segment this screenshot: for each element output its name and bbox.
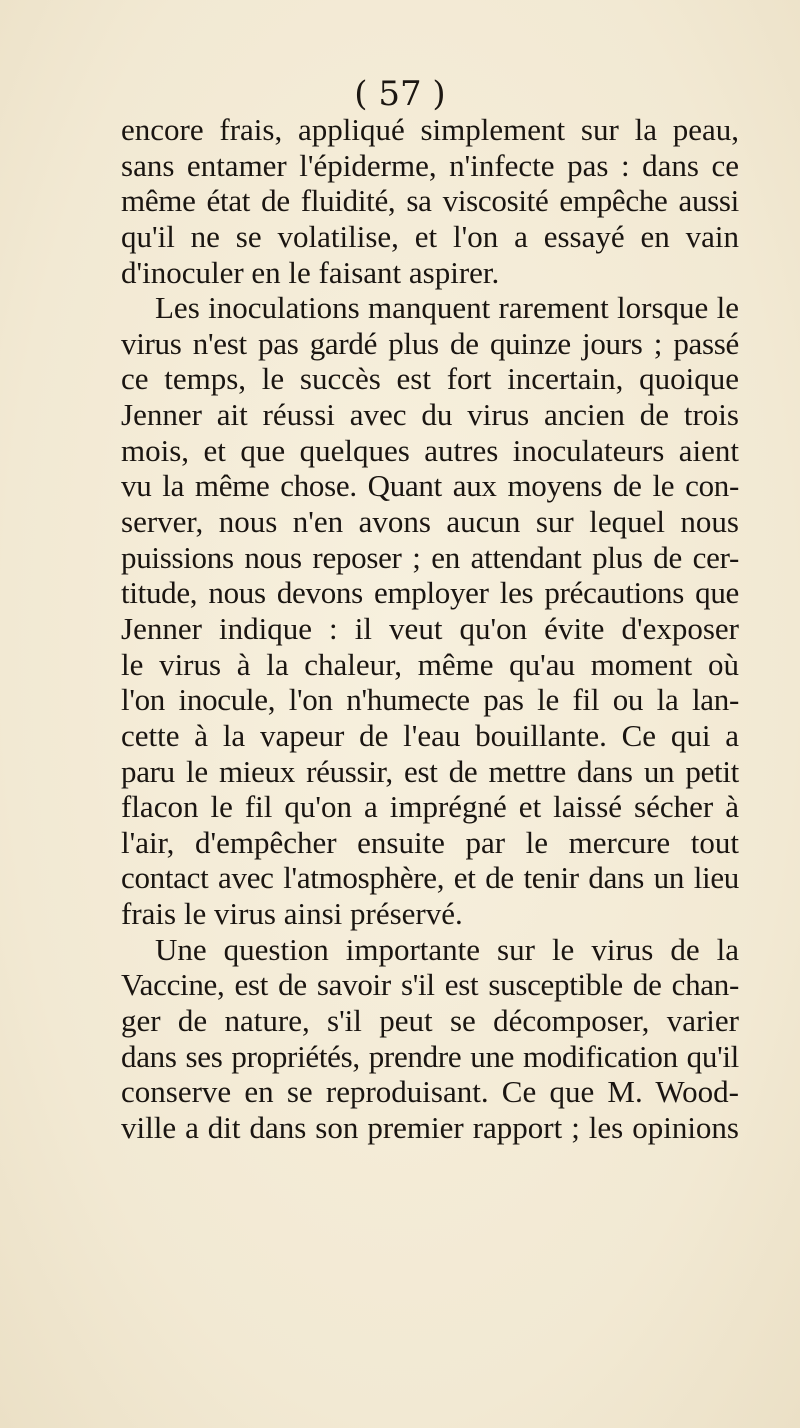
- text-line: Jenner indique : il veut qu'on évite d'exposer: [121, 610, 739, 646]
- text-line: conserve en se reproduisant. Ce que M. Wood-: [121, 1074, 739, 1110]
- text-line: sans entamer l'épiderme, n'infecte pas : dans ce: [121, 147, 739, 183]
- text-line: même état de fluidité, sa viscosité empêche aussi: [121, 183, 739, 219]
- text-line: ce temps, le succès est fort incertain, quoique: [121, 361, 739, 397]
- text-line: titude, nous devons employer les précautions que: [121, 575, 739, 611]
- paragraph-start-line: Les inoculations manquent rarement lorsque le: [155, 290, 739, 326]
- paragraph-end-line: frais le virus ainsi préservé.: [121, 896, 463, 932]
- text-line: server, nous n'en avons aucun sur lequel nous: [121, 504, 739, 540]
- text-line: Jenner ait réussi avec du virus ancien de trois: [121, 397, 739, 433]
- text-line: puissions nous reposer ; en attendant plus de cer-: [121, 539, 739, 575]
- text-line: Vaccine, est de savoir s'il est susceptible de chan-: [121, 967, 739, 1003]
- paragraph-end-line: d'inoculer en le faisant aspirer.: [121, 254, 500, 290]
- text-line: ville a dit dans son premier rapport ; les opinions: [121, 1109, 739, 1145]
- text-line: mois, et que quelques autres inoculateurs aient: [121, 432, 739, 468]
- text-line: virus n'est pas gardé plus de quinze jours ; passé: [121, 325, 739, 361]
- text-line: paru le mieux réussir, est de mettre dans un petit: [121, 753, 739, 789]
- text-line: cette à la vapeur de l'eau bouillante. Ce qui a: [121, 717, 739, 753]
- text-line: dans ses propriétés, prendre une modification qu'il: [121, 1038, 739, 1074]
- text-line: qu'il ne se volatilise, et l'on a essayé en vain: [121, 218, 739, 254]
- text-line: l'air, d'empêcher ensuite par le mercure tout: [121, 824, 739, 860]
- text-line: vu la même chose. Quant aux moyens de le con-: [121, 468, 739, 504]
- page-number-header: ( 57 ): [354, 74, 446, 114]
- text-line: contact avec l'atmosphère, et de tenir dans un lieu: [121, 860, 739, 896]
- text-line: ger de nature, s'il peut se décomposer, varier: [121, 1003, 739, 1039]
- text-line: encore frais, appliqué simplement sur la peau,: [121, 112, 739, 147]
- page-body-text: [121, 112, 739, 1146]
- text-line: l'on inocule, l'on n'humecte pas le fil ou la lan-: [121, 682, 739, 718]
- text-line: le virus à la chaleur, même qu'au moment où: [121, 646, 739, 682]
- paragraph-start-line: Une question importante sur le virus de la: [155, 931, 739, 967]
- text-line: flacon le fil qu'on a imprégné et laissé sécher à: [121, 789, 739, 825]
